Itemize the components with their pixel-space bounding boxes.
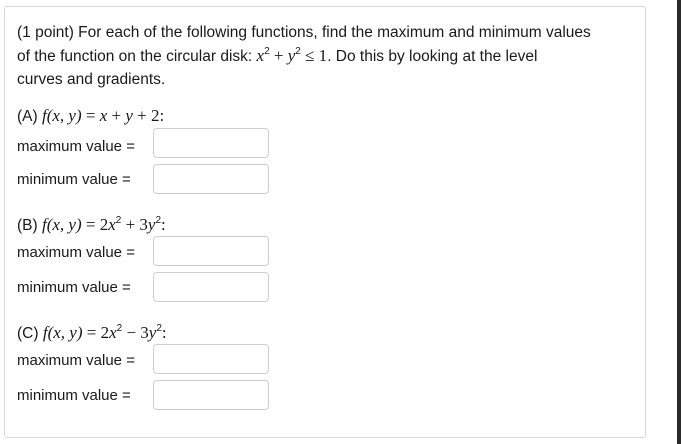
part-a-label: (A) bbox=[17, 108, 42, 125]
part-c-min-label: minimum value = bbox=[17, 387, 131, 404]
disk-exp-y: 2 bbox=[295, 46, 301, 57]
part-c-heading bbox=[17, 322, 167, 345]
disk-var-x: x bbox=[256, 46, 265, 65]
part-c-max-label: maximum value = bbox=[17, 352, 135, 369]
part-c-label: (C) bbox=[17, 325, 43, 342]
part-a-eq: = bbox=[81, 106, 100, 125]
problem-statement bbox=[17, 21, 632, 91]
part-a-min-label: minimum value = bbox=[17, 171, 131, 188]
part-c-max-input[interactable] bbox=[153, 344, 269, 374]
intro-line-2-text: of the function on the circular disk: bbox=[17, 48, 257, 65]
disk-plus: + bbox=[269, 46, 288, 65]
part-a-var-y: y bbox=[125, 106, 133, 125]
part-c-var-x: x bbox=[109, 323, 117, 342]
part-a-var-x: x bbox=[99, 106, 108, 125]
part-c-min-input[interactable] bbox=[153, 380, 269, 410]
part-b-min-input[interactable] bbox=[153, 272, 269, 302]
part-c-op: − bbox=[122, 323, 141, 342]
part-c-coef-b: 3 bbox=[140, 323, 149, 342]
part-b-var-y: y bbox=[147, 215, 156, 234]
part-b-fname: f bbox=[41, 215, 47, 234]
part-c-fname: f bbox=[42, 323, 48, 342]
part-b-max-label: maximum value = bbox=[17, 244, 135, 261]
intro-line-3: curves and gradients. bbox=[17, 71, 166, 88]
window-edge bbox=[677, 0, 681, 444]
part-c-tail: : bbox=[161, 323, 167, 342]
part-a-fargs: (x, y) bbox=[46, 106, 82, 125]
part-b-coef-a: 2 bbox=[99, 215, 109, 234]
part-b-min-label: minimum value = bbox=[17, 279, 131, 296]
part-b-eq: = bbox=[81, 215, 100, 234]
intro-line-2-tail: . Do this by looking at the level bbox=[327, 48, 538, 65]
disk-leq: ≤ 1 bbox=[300, 46, 328, 65]
part-a-plus: + bbox=[107, 106, 126, 125]
part-a-heading bbox=[17, 105, 164, 128]
part-b-var-x: x bbox=[108, 215, 116, 234]
part-a-max-label: maximum value = bbox=[17, 138, 135, 155]
part-a-fname: f bbox=[41, 106, 47, 125]
part-a-max-input[interactable] bbox=[153, 128, 269, 158]
part-c-exp-y: 2 bbox=[156, 323, 162, 334]
part-a-tail: + 2: bbox=[132, 106, 165, 125]
part-b-fargs: (x, y) bbox=[46, 215, 82, 234]
part-c-fargs: (x, y) bbox=[47, 323, 83, 342]
part-c-eq: = bbox=[82, 323, 101, 342]
intro-line-1: (1 point) For each of the following functions, find the maximum and minimum values bbox=[17, 24, 591, 41]
part-b-coef-b: 3 bbox=[139, 215, 148, 234]
part-c-coef-a: 2 bbox=[100, 323, 110, 342]
problem-panel bbox=[4, 6, 646, 438]
part-b-label: (B) bbox=[17, 217, 42, 234]
part-b-exp-x: 2 bbox=[115, 215, 122, 226]
part-c-exp-x: 2 bbox=[116, 323, 123, 334]
part-b-max-input[interactable] bbox=[153, 236, 269, 266]
intro-line-2 bbox=[17, 44, 632, 68]
part-c-var-y: y bbox=[148, 323, 157, 342]
part-b-tail: : bbox=[161, 215, 166, 234]
part-a-min-input[interactable] bbox=[153, 164, 269, 194]
part-b-op: + bbox=[121, 215, 140, 234]
disk-var-y: y bbox=[287, 46, 296, 65]
disk-exp-x: 2 bbox=[264, 46, 270, 57]
part-b-exp-y: 2 bbox=[155, 215, 162, 226]
part-b-heading bbox=[17, 214, 166, 237]
